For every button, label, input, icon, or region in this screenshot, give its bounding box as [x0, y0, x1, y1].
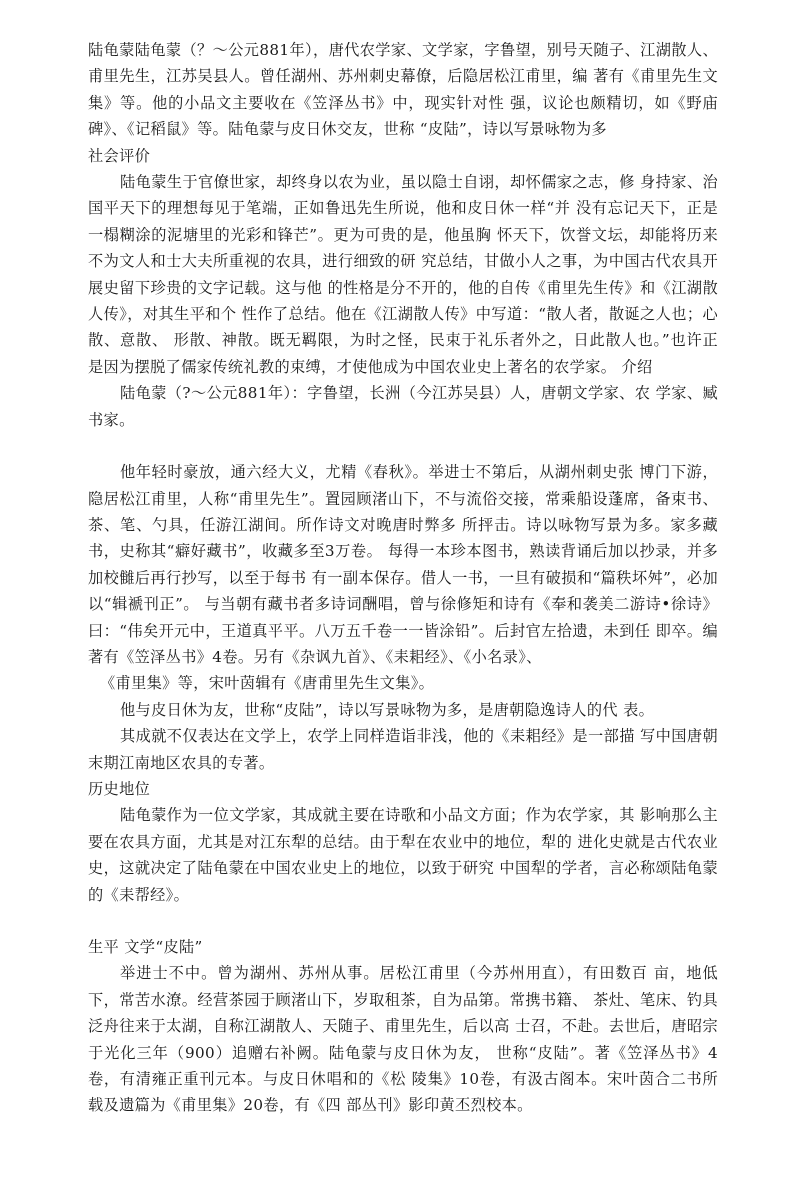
historical-status-paragraph: 陆龟蒙作为一位文学家，其成就主要在诗歌和小品文方面；作为农学家，其 影响那么主要在农具方面，尤其是对江东犁的总结。由于犁在农业中的地位，犁的 进化史就是古代农业史，这就决定了陆龟蒙在中国农业史上的地位，以致于研究 中国犁的学者，言必称颂陆龟蒙的《耒帮经》。 [88, 806, 718, 904]
spacer [88, 433, 718, 459]
biography-continuation-line: 《甫里集》等，宋叶茵辑有《唐甫里先生文集》。 [100, 674, 435, 693]
life-literature-paragraph: 举进士不中。曾为湖州、苏州从事。居松江甫里（今苏州用直），有田数百 亩，地低下，常苦水潦。经营茶园于顾渚山下，岁取租茶，自为品第。常携书籍、 茶灶、笔床、钓具泛舟往来于太湖，自称江湖散人、天随子、甫里先生，后以高 士召，不赴。去世后，唐昭宗于光化三年（900）追赠右补阙。陆龟蒙与皮日休为友， 世称“皮陆”。著《笠泽丛书》4卷，有清雍正重刊元本。与皮日休唱和的《松 陵集》10卷，有汲古阁本。宋叶茵合二书所载及遗篇为《甫里集》20卷，有《四 部丛刊》影印黄丕烈校本。 [88, 964, 718, 1115]
friendship-paragraph: 他与皮日休为友，世称“皮陆”，诗以写景咏物为多，是唐朝隐逸诗人的代 表。 [120, 700, 655, 719]
section-heading-life-literature: 生平 文学“皮陆” [88, 938, 203, 956]
biography-paragraph: 他年轻时豪放，通六经大义，尤精《春秋》。举进士不第后，从湖州刺史张 博门下游，隐居松江甫里，人称“甫里先生”。置园顾渚山下，不与流俗交接，常乘船设蓬席，备束书、茶、笔、勺具，任游江湖间。所作诗文对晚唐时弊多 所抨击。诗以咏物写景为多。家多藏书，史称其“癖好藏书”，收藏多至3万卷。 每得一本珍本图书，熟读背诵后加以抄录，并多加校雠后再行抄写，以至于每书 有一副本保存。借人一书，一旦有破损和“篇秩坏舛”，必加以“辑褫刊正”。 与当朝有藏书者多诗词酬唱，曾与徐修矩和诗有《奉和袭美二游诗•徐诗》曰：“伟矣开元中，王道真平平。八万五千卷一一皆涂铅”。后封官左拾遗，未到任 即卒。编著有《笠泽丛书》4卷。另有《杂讽九首》、《耒耜经》、《小名录》、 [88, 463, 718, 666]
introduction-paragraph: 陆龟蒙（?～公元881年）：字鲁望，长洲（今江苏吴县）人，唐朝文学家、农 学家、臧书家。 [88, 384, 718, 429]
document-body [88, 37, 718, 1119]
agriculture-paragraph: 其成就不仅表达在文学上，农学上同样造诣非浅，他的《耒耜经》是一部描 写中国唐朝末期江南地区农具的专著。 [88, 727, 718, 772]
section-heading-social-evaluation: 社会评价 [88, 146, 151, 165]
spacer [88, 908, 718, 934]
social-evaluation-paragraph: 陆龟蒙生于官僚世家，却终身以农为业，虽以隐士自诩，却怀儒家之志，修 身持家、治国平天下的理想每见于笔端，正如鲁迅先生所说，他和皮日休一样“并 没有忘记天下，正是一榻糊涂的泥塘里的光彩和锋芒”。更为可贵的是，他虽胸 怀天下，饮誉文坛，却能将历来不为文人和士大夫所重视的农具，进行细致的研 究总结，甘做小人之事，为中国古代农具开展史留下珍贵的文字记载。这与他 的性格是分不开的，他的自传《甫里先生传》和《江湖散人传》，对其生平和个 性作了总结。他在《江湖散人传》中写道：“散人者，散诞之人也；心散、意散、 形散、神散。既无羁限，为时之怪，民束于礼乐者外之，日此散人也。”也许正 是因为摆脱了儒家传统礼教的束缚，才使他成为中国农业史上著名的农学家。 介绍 [88, 173, 718, 376]
intro-paragraph: 陆龟蒙陆龟蒙（？～公元881年），唐代农学家、文学家，字鲁望，别号天随子、江湖散人、甫里先生，江苏吴县人。曾任湖州、苏州刺史幕僚，后隐居松江甫里，编 著有《甫里先生文集》等。他的小品文主要收在《笠泽丛书》中，现实针对性 强，议论也颇精切，如《野庙碑》、《记稻鼠》等。陆龟蒙与皮日休交友，世称 “皮陆”，诗以写景咏物为多 [88, 41, 718, 139]
section-heading-historical-status: 历史地位 [88, 779, 151, 798]
